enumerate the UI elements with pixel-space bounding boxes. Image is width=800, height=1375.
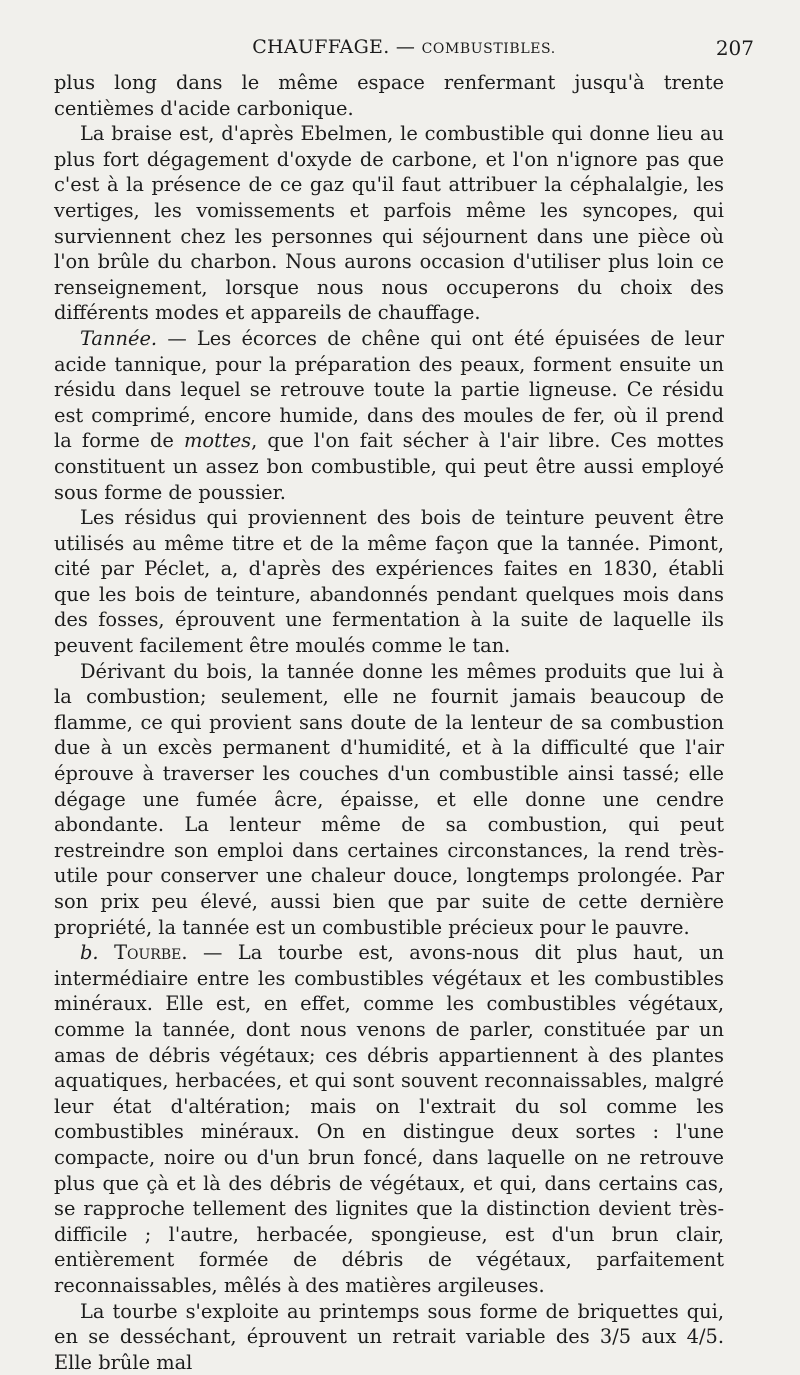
section-heading-tourbe: Tourbe. <box>114 941 187 964</box>
page-number: 207 <box>716 36 754 60</box>
paragraph-4: Les résidus qui proviennent des bois de teinture peuvent être utilisés au même titre et de la même façon que la tannée. Pimont, cité par Péclet, a, d'après des expériences faites en 1830, établi que les bois de teinture, abandonnés pendant quelques mois dans des fosses, éprouvent une fermentation à la suite de laquelle ils peuvent facilement être moulés comme le tan. <box>54 505 724 659</box>
paragraph-5: Dérivant du bois, la tannée donne les mêmes produits que lui à la combustion; seulement, elle ne fournit jamais beaucoup de flamme, ce qui provient sans doute de la lenteur de sa combustion due à un excès permanent d'humidité, et à la difficulté que l'air éprouve à traverser les couches d'un combustible ainsi tassé; elle dégage une fumée âcre, épaisse, et elle donne une cendre abondante. La lenteur même de sa combustion, qui peut restreindre son emploi dans certaines circonstances, la rend très-utile pour conserver une chaleur douce, longtemps prolongée. Par son prix peu élevé, aussi bien que par suite de cette dernière propriété, la tannée est un combustible précieux pour le pauvre. <box>54 659 724 941</box>
paragraph-3-part-2: , que l'on fait sécher à l'air libre. Ces mottes constituent un assez bon combustible, qui peut être aussi employé sous forme de poussier. <box>54 429 724 503</box>
paragraph-3-part-1: — Les écorces de chêne qui ont été épuisées de leur acide tannique, pour la préparation des peaux, forment ensuite un résidu dans lequel se retrouve toute la partie ligneuse. Ce résidu est comprimé, encore humide, dans des moules de fer, où il prend la forme de <box>54 327 724 452</box>
paragraph-6 <box>54 940 724 1298</box>
section-label-b: b. <box>80 941 99 964</box>
paragraph-7: La tourbe s'exploite au printemps sous forme de briquettes qui, en se desséchant, éprouvent un retrait variable des 3/5 aux 4/5. Elle brûle mal <box>54 1299 724 1375</box>
section-heading-tannee: Tannée. <box>80 327 157 350</box>
term-mottes: mottes <box>184 429 251 452</box>
paragraph-2: La braise est, d'après Ebelmen, le combustible qui donne lieu au plus fort dégagement d'oxyde de carbone, et l'on n'ignore pas que c'est à la présence de ce gaz qu'il faut attribuer la céphalalgie, les vertiges, les vomissements et parfois même les syncopes, qui surviennent chez les personnes qui séjournent dans une pièce où l'on brûle du charbon. Nous aurons occasion d'utiliser plus loin ce renseignement, lorsque nous nous occuperons du choix des différents modes et appareils de chauffage. <box>54 121 724 326</box>
running-header <box>54 36 754 68</box>
running-title <box>54 36 754 58</box>
running-title-sub: COMBUSTIBLES. <box>422 41 556 57</box>
paragraph-6-text: — La tourbe est, avons-nous dit plus haut, un intermédiaire entre les combustibles végétaux et les combustibles minéraux. Elle est, en effet, comme les combustibles végétaux, comme la tannée, dont nous venons de parler, constituée par un amas de débris végétaux; ces débris appartiennent à des plantes aquatiques, herbacées, et qui sont souvent reconnaissables, malgré leur état d'altération; mais on l'extrait du sol comme les combustibles minéraux. On en distingue deux sortes : l'une compacte, noire ou d'un brun foncé, dans laquelle on ne retrouve plus que çà et là des débris de végétaux, et qui, dans certains cas, se rapproche tellement des lignites que la distinction devient très-difficile ; l'autre, herbacée, spongieuse, est d'un brun clair, entièrement formée de débris de végétaux, parfaitement reconnaissables, mêlés à des matières argileuses. <box>54 941 724 1297</box>
body-text <box>54 70 724 1375</box>
paragraph-1: plus long dans le même espace renfermant jusqu'à trente centièmes d'acide carbonique. <box>54 70 724 121</box>
running-title-main: CHAUFFAGE. — <box>252 36 415 58</box>
paragraph-3 <box>54 326 724 505</box>
